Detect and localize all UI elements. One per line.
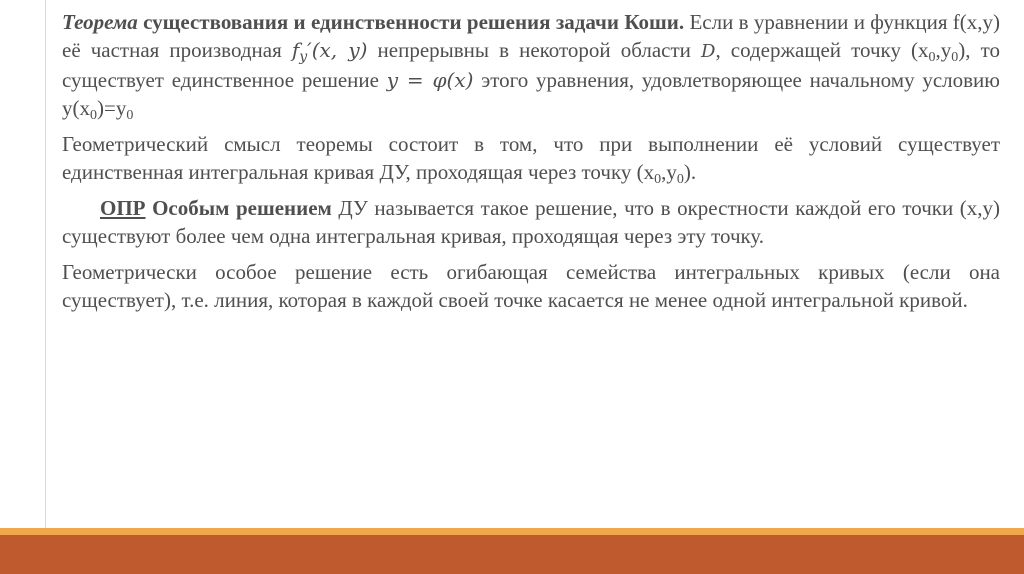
geometric-meaning-paragraph [62,130,1000,186]
definition-term: Особым решением [152,196,332,220]
geometric-singular-paragraph [62,258,1000,314]
theorem-text-2: непрерывны в некоторой области [377,38,691,62]
theorem-text-4: ,y [935,38,952,62]
x0-subscript: 0 [928,50,936,65]
geometric-y0-subscript: 0 [676,172,684,187]
definition-text: ДУ называется такое решение, что в окрестности каждой его точки (x,y) существуют более чем одна интегральная кривая, проходящая через эту точку. [62,196,1001,248]
definition-abbr: ОПР [100,196,146,220]
slide-body [62,8,1000,322]
theorem-title-italic: Теорема [62,10,138,34]
fy-rest: ′(x, y) [307,38,368,62]
theorem-text-7: )=y [97,96,127,120]
theorem-text-1: Если в уравнении и функция f(x,y) её частная производная [62,10,1001,62]
fy-base: f [291,38,300,62]
theorem-title-bold: существования и единственности решения задачи Коши. [143,10,685,34]
geometric-x0-subscript: 0 [654,172,662,187]
theorem-text-6: этого уравнения, удовлетворяющее начальному условию y(x [62,68,1000,120]
y0-subscript: 0 [951,50,959,65]
condition-y0-subscript: 0 [126,108,134,123]
condition-x0-subscript: 0 [90,108,97,123]
left-divider-line [45,0,46,528]
definition-paragraph [62,194,1000,250]
footer-band [0,535,1024,574]
solution-formula: y = φ(x) [386,68,474,92]
geometric-text-3: ). [683,160,697,184]
partial-derivative-formula [291,38,368,65]
geometric-text-1: Геометрический смысл теоремы состоит в том, что при выполнении её условий существует единственная интегральная кривая ДУ, проходящая через точку (x [62,132,1000,184]
geometric-singular-text: Геометрически особое решение есть огибающая семейства интегральных кривых (если она существует), т.е. линия, которая в каждой своей точке касается не менее одной интегральной кривой. [62,260,1000,312]
fy-subscript: y [299,49,308,65]
theorem-text-3: , содержащей точку (x [715,38,929,62]
theorem-text-5: ), то существует единственное решение [62,38,1001,92]
theorem-paragraph [62,8,1000,122]
footer-accent-stripe [0,528,1024,535]
geometric-text-2: ,y [661,160,677,184]
domain-letter: D [701,41,716,62]
